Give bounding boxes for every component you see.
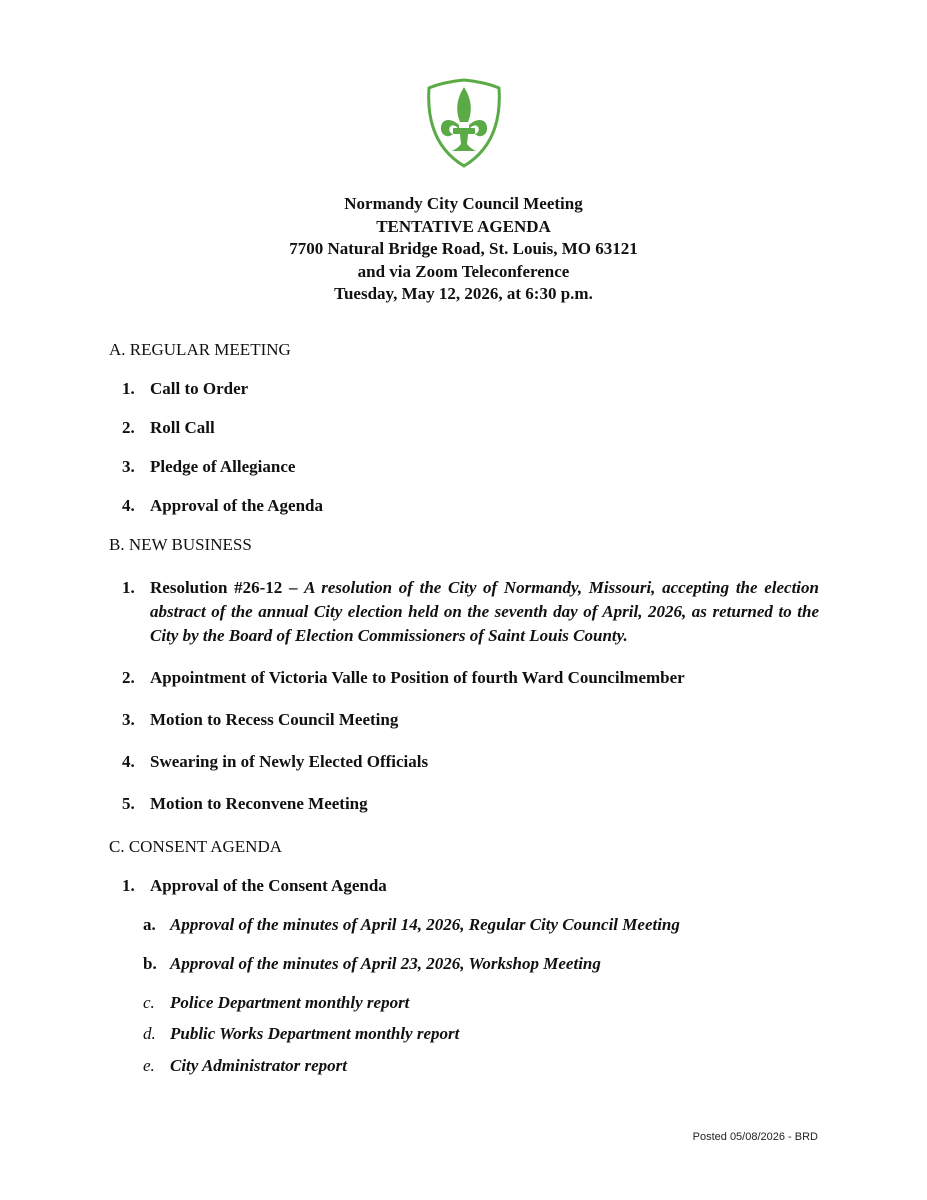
agenda-item [122, 418, 215, 438]
agenda-item [122, 752, 428, 772]
subitem-text: City Administrator report [170, 1056, 347, 1075]
section-heading-new-business: B. NEW BUSINESS [109, 535, 252, 554]
section-heading-consent-agenda: C. CONSENT AGENDA [109, 837, 283, 856]
agenda-item [122, 668, 685, 688]
agenda-item [122, 457, 295, 477]
subitem-letter: e. [143, 1056, 155, 1075]
item-number: 3. [122, 710, 135, 729]
item-number: 5. [122, 794, 135, 813]
item-number: 1. [122, 578, 135, 597]
section-heading-regular-meeting: A. REGULAR MEETING [109, 340, 291, 359]
resolution-title: Resolution #26-12 – [150, 578, 298, 597]
meeting-zoom-note: and via Zoom Teleconference [357, 261, 570, 281]
item-number: 2. [122, 668, 135, 687]
item-text: Approval of the Agenda [150, 496, 324, 515]
item-text: Swearing in of Newly Elected Officials [150, 752, 429, 771]
subitem-letter: a. [143, 915, 156, 934]
agenda-item [122, 876, 387, 896]
agenda-title: TENTATIVE AGENDA [376, 216, 551, 236]
posted-date: Posted 05/08/2026 - BRD [692, 1131, 818, 1143]
subitem-letter: d. [143, 1024, 156, 1043]
item-text: Motion to Reconvene Meeting [150, 794, 368, 813]
agenda-item [122, 794, 368, 814]
consent-subitem [143, 993, 409, 1013]
consent-subitem [143, 1024, 459, 1044]
meeting-address: 7700 Natural Bridge Road, St. Louis, MO 63121 [289, 239, 638, 258]
item-number: 2. [122, 418, 135, 437]
consent-subitem [143, 954, 601, 974]
subitem-letter: c. [143, 993, 155, 1012]
item-text: Call to Order [150, 379, 249, 398]
resolution-item [122, 576, 819, 648]
item-text: Appointment of Victoria Valle to Position of fourth Ward Councilmember [150, 668, 685, 687]
agenda-item [122, 496, 323, 516]
subitem-text: Public Works Department monthly report [170, 1024, 460, 1043]
item-number: 3. [122, 457, 135, 476]
fleur-de-lis-shield-icon [426, 78, 502, 168]
resolution-description: A resolution of the City of Normandy, Missouri, accepting the election abstract of the annual City election held on the seventh day of April, 2026, as returned to the City by the Board of Election Commissioners of Saint Louis County. [150, 578, 819, 645]
item-number: 1. [122, 876, 135, 895]
item-text: Motion to Recess Council Meeting [150, 710, 399, 729]
item-text: Pledge of Allegiance [150, 457, 296, 476]
consent-subitem [143, 1056, 347, 1076]
meeting-header [0, 193, 927, 306]
meeting-date-time: Tuesday, May 12, 2026, at 6:30 p.m. [334, 284, 593, 303]
subitem-text: Approval of the minutes of April 23, 2026, Workshop Meeting [170, 954, 601, 973]
subitem-text: Approval of the minutes of April 14, 2026, Regular City Council Meeting [170, 915, 680, 934]
subitem-letter: b. [143, 954, 157, 973]
meeting-title: Normandy City Council Meeting [344, 194, 583, 213]
item-text: Approval of the Consent Agenda [150, 876, 387, 895]
agenda-item [122, 379, 248, 399]
item-number: 4. [122, 752, 135, 771]
item-number: 4. [122, 496, 135, 515]
item-text: Roll Call [150, 418, 215, 437]
subitem-text: Police Department monthly report [170, 993, 410, 1012]
agenda-item [122, 710, 398, 730]
item-number: 1. [122, 379, 135, 398]
consent-subitem [143, 915, 680, 935]
